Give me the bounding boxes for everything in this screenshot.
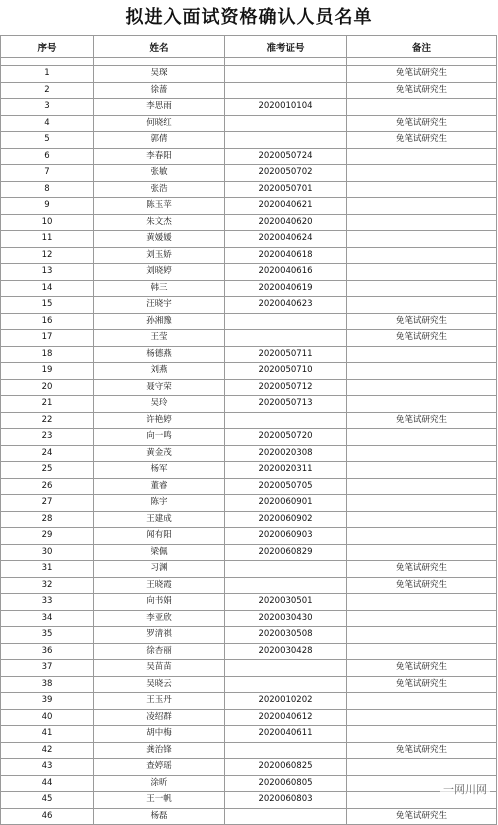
cell-exam-id: 2020050724: [225, 148, 347, 165]
table-row: [1, 429, 497, 446]
cell-name: 查婷瑶: [94, 759, 225, 776]
table-row: [1, 297, 497, 314]
cell-name: 向一鸣: [94, 429, 225, 446]
cell-note: 免笔试研究生: [347, 660, 497, 677]
cell-index: 33: [1, 594, 94, 611]
cell-name: 徐杏丽: [94, 643, 225, 660]
cell-name: 杨德燕: [94, 346, 225, 363]
table-row: [1, 313, 497, 330]
cell-exam-id: [225, 742, 347, 759]
cell-exam-id: 2020060805: [225, 775, 347, 792]
cell-index: 41: [1, 726, 94, 743]
header-exam-id: 准考证号: [225, 36, 347, 58]
cell-note: [347, 709, 497, 726]
cell-note: 免笔试研究生: [347, 330, 497, 347]
table-row: [1, 82, 497, 99]
cell-exam-id: 2020030430: [225, 610, 347, 627]
cell-note: [347, 264, 497, 281]
cell-note: [347, 247, 497, 264]
blank-cell: [347, 58, 497, 66]
cell-note: [347, 643, 497, 660]
cell-index: 24: [1, 445, 94, 462]
cell-exam-id: 2020040624: [225, 231, 347, 248]
cell-index: 15: [1, 297, 94, 314]
table-row: [1, 643, 497, 660]
cell-index: 7: [1, 165, 94, 182]
cell-note: 免笔试研究生: [347, 82, 497, 99]
table-row: [1, 231, 497, 248]
cell-exam-id: [225, 660, 347, 677]
cell-name: 吴琛: [94, 66, 225, 83]
watermark: 一网川网: [440, 780, 490, 798]
cell-index: 26: [1, 478, 94, 495]
cell-index: 37: [1, 660, 94, 677]
table-row: [1, 709, 497, 726]
table-row: [1, 165, 497, 182]
cell-index: 10: [1, 214, 94, 231]
cell-exam-id: 2020040620: [225, 214, 347, 231]
cell-note: [347, 511, 497, 528]
cell-exam-id: 2020060825: [225, 759, 347, 776]
cell-note: [347, 445, 497, 462]
cell-name: 涂昕: [94, 775, 225, 792]
cell-name: 许艳婷: [94, 412, 225, 429]
cell-note: [347, 528, 497, 545]
cell-index: 13: [1, 264, 94, 281]
cell-exam-id: 2020020308: [225, 445, 347, 462]
cell-name: 陈玉苹: [94, 198, 225, 215]
cell-index: 9: [1, 198, 94, 215]
cell-index: 17: [1, 330, 94, 347]
cell-index: 28: [1, 511, 94, 528]
cell-note: [347, 693, 497, 710]
cell-exam-id: 2020040623: [225, 297, 347, 314]
cell-index: 40: [1, 709, 94, 726]
cell-name: 杨磊: [94, 808, 225, 825]
cell-index: 42: [1, 742, 94, 759]
cell-exam-id: 2020040611: [225, 726, 347, 743]
table-row: [1, 198, 497, 215]
cell-name: 徐蔷: [94, 82, 225, 99]
cell-index: 2: [1, 82, 94, 99]
cell-index: 45: [1, 792, 94, 809]
table-row: [1, 379, 497, 396]
cell-index: 11: [1, 231, 94, 248]
cell-name: 习渊: [94, 561, 225, 578]
cell-name: 罗清祺: [94, 627, 225, 644]
cell-note: [347, 429, 497, 446]
cell-note: [347, 148, 497, 165]
table-row: [1, 363, 497, 380]
cell-name: 刘晓婷: [94, 264, 225, 281]
cell-name: 李春阳: [94, 148, 225, 165]
cell-name: 李思雨: [94, 99, 225, 116]
table-row: [1, 528, 497, 545]
cell-name: 孙湘豫: [94, 313, 225, 330]
cell-note: [347, 297, 497, 314]
blank-row: [1, 58, 497, 66]
cell-index: 30: [1, 544, 94, 561]
cell-note: 免笔试研究生: [347, 561, 497, 578]
cell-exam-id: 2020010202: [225, 693, 347, 710]
cell-index: 29: [1, 528, 94, 545]
cell-note: 免笔试研究生: [347, 577, 497, 594]
cell-name: 刘玉娇: [94, 247, 225, 264]
cell-index: 4: [1, 115, 94, 132]
cell-note: 免笔试研究生: [347, 66, 497, 83]
cell-exam-id: 2020010104: [225, 99, 347, 116]
cell-note: [347, 198, 497, 215]
cell-index: 36: [1, 643, 94, 660]
cell-exam-id: 2020040616: [225, 264, 347, 281]
cell-index: 3: [1, 99, 94, 116]
table-row: [1, 148, 497, 165]
cell-exam-id: 2020030501: [225, 594, 347, 611]
table-row: [1, 775, 497, 792]
cell-note: 免笔试研究生: [347, 808, 497, 825]
cell-note: [347, 478, 497, 495]
cell-note: [347, 363, 497, 380]
table-row: [1, 66, 497, 83]
blank-cell: [94, 58, 225, 66]
cell-index: 16: [1, 313, 94, 330]
cell-name: 张浩: [94, 181, 225, 198]
cell-index: 19: [1, 363, 94, 380]
table-row: [1, 462, 497, 479]
cell-name: 朱文杰: [94, 214, 225, 231]
cell-exam-id: [225, 82, 347, 99]
cell-name: 吴玲: [94, 396, 225, 413]
cell-index: 14: [1, 280, 94, 297]
cell-exam-id: [225, 808, 347, 825]
cell-exam-id: 2020040619: [225, 280, 347, 297]
cell-index: 39: [1, 693, 94, 710]
blank-cell: [225, 58, 347, 66]
table-row: [1, 99, 497, 116]
cell-name: 张敏: [94, 165, 225, 182]
table-row: [1, 264, 497, 281]
cell-note: [347, 280, 497, 297]
table-row: [1, 330, 497, 347]
table-row: [1, 445, 497, 462]
cell-exam-id: 2020050713: [225, 396, 347, 413]
table-row: [1, 660, 497, 677]
cell-note: [347, 594, 497, 611]
table-row: [1, 280, 497, 297]
cell-index: 35: [1, 627, 94, 644]
cell-exam-id: 2020060803: [225, 792, 347, 809]
cell-exam-id: [225, 561, 347, 578]
cell-index: 18: [1, 346, 94, 363]
cell-exam-id: 2020060901: [225, 495, 347, 512]
cell-exam-id: 2020050702: [225, 165, 347, 182]
cell-name: 聂守荣: [94, 379, 225, 396]
cell-name: 杨军: [94, 462, 225, 479]
cell-index: 38: [1, 676, 94, 693]
cell-note: [347, 627, 497, 644]
blank-cell: [1, 58, 94, 66]
cell-name: 梁佩: [94, 544, 225, 561]
table-row: [1, 742, 497, 759]
cell-name: 王玉丹: [94, 693, 225, 710]
cell-index: 31: [1, 561, 94, 578]
cell-exam-id: 2020050720: [225, 429, 347, 446]
cell-note: [347, 214, 497, 231]
cell-name: 王晓霞: [94, 577, 225, 594]
cell-index: 44: [1, 775, 94, 792]
cell-index: 20: [1, 379, 94, 396]
cell-name: 王莹: [94, 330, 225, 347]
header-name: 姓名: [94, 36, 225, 58]
cell-name: 胡中梅: [94, 726, 225, 743]
cell-note: [347, 181, 497, 198]
cell-exam-id: [225, 66, 347, 83]
cell-note: [347, 759, 497, 776]
cell-index: 22: [1, 412, 94, 429]
cell-exam-id: 2020030508: [225, 627, 347, 644]
cell-exam-id: [225, 132, 347, 149]
cell-index: 5: [1, 132, 94, 149]
table-row: [1, 693, 497, 710]
cell-name: 凌绍群: [94, 709, 225, 726]
header-note: 备注: [347, 36, 497, 58]
cell-index: 8: [1, 181, 94, 198]
cell-name: 吴苗苗: [94, 660, 225, 677]
cell-exam-id: [225, 330, 347, 347]
cell-note: [347, 462, 497, 479]
cell-exam-id: [225, 676, 347, 693]
table-row: [1, 610, 497, 627]
cell-name: 李亚欣: [94, 610, 225, 627]
table-row: [1, 594, 497, 611]
cell-name: 吴晓云: [94, 676, 225, 693]
cell-note: 免笔试研究生: [347, 115, 497, 132]
cell-exam-id: 2020050710: [225, 363, 347, 380]
cell-note: [347, 610, 497, 627]
table-row: [1, 412, 497, 429]
cell-exam-id: [225, 115, 347, 132]
cell-index: 21: [1, 396, 94, 413]
cell-note: [347, 726, 497, 743]
cell-index: 25: [1, 462, 94, 479]
table-row: [1, 627, 497, 644]
table-row: [1, 478, 497, 495]
table-row: [1, 676, 497, 693]
cell-name: 陈宇: [94, 495, 225, 512]
cell-exam-id: 2020020311: [225, 462, 347, 479]
cell-index: 23: [1, 429, 94, 446]
cell-index: 46: [1, 808, 94, 825]
cell-note: [347, 346, 497, 363]
table-header-row: [1, 36, 497, 58]
cell-index: 32: [1, 577, 94, 594]
table-body: [1, 58, 497, 825]
cell-exam-id: 2020040621: [225, 198, 347, 215]
document-title: 拟进入面试资格确认人员名单: [125, 7, 373, 28]
cell-name: 何晓红: [94, 115, 225, 132]
cell-index: 12: [1, 247, 94, 264]
cell-exam-id: 2020050712: [225, 379, 347, 396]
cell-name: 韩三: [94, 280, 225, 297]
cell-exam-id: 2020050705: [225, 478, 347, 495]
table-row: [1, 115, 497, 132]
cell-note: 免笔试研究生: [347, 742, 497, 759]
cell-index: 27: [1, 495, 94, 512]
cell-note: [347, 379, 497, 396]
cell-name: 王一帆: [94, 792, 225, 809]
cell-name: 董睿: [94, 478, 225, 495]
candidate-table: [0, 35, 497, 825]
cell-exam-id: [225, 577, 347, 594]
table-row: [1, 511, 497, 528]
cell-exam-id: 2020060829: [225, 544, 347, 561]
cell-index: 6: [1, 148, 94, 165]
cell-exam-id: 2020030428: [225, 643, 347, 660]
cell-index: 1: [1, 66, 94, 83]
cell-exam-id: 2020050701: [225, 181, 347, 198]
table-row: [1, 495, 497, 512]
table-row: [1, 561, 497, 578]
cell-exam-id: 2020040612: [225, 709, 347, 726]
table-row: [1, 726, 497, 743]
cell-note: [347, 396, 497, 413]
table-row: [1, 544, 497, 561]
table-row: [1, 808, 497, 825]
cell-name: 黄媛媛: [94, 231, 225, 248]
cell-name: 黄金茂: [94, 445, 225, 462]
cell-name: 刘燕: [94, 363, 225, 380]
cell-note: [347, 231, 497, 248]
cell-exam-id: 2020060902: [225, 511, 347, 528]
table-row: [1, 396, 497, 413]
cell-name: 向书娟: [94, 594, 225, 611]
cell-exam-id: 2020050711: [225, 346, 347, 363]
cell-note: [347, 165, 497, 182]
cell-note: 免笔试研究生: [347, 676, 497, 693]
cell-note: 免笔试研究生: [347, 313, 497, 330]
cell-exam-id: [225, 412, 347, 429]
cell-note: 免笔试研究生: [347, 412, 497, 429]
cell-name: 汪晓宇: [94, 297, 225, 314]
cell-index: 43: [1, 759, 94, 776]
cell-note: 免笔试研究生: [347, 132, 497, 149]
table-row: [1, 759, 497, 776]
cell-note: [347, 544, 497, 561]
cell-name: 闻有阳: [94, 528, 225, 545]
cell-index: 34: [1, 610, 94, 627]
table-row: [1, 181, 497, 198]
table-row: [1, 214, 497, 231]
cell-name: 郭倩: [94, 132, 225, 149]
cell-exam-id: [225, 313, 347, 330]
cell-name: 王建成: [94, 511, 225, 528]
cell-name: 龚治锋: [94, 742, 225, 759]
table-row: [1, 247, 497, 264]
cell-note: [347, 99, 497, 116]
table-row: [1, 132, 497, 149]
header-index: 序号: [1, 36, 94, 58]
cell-exam-id: 2020060903: [225, 528, 347, 545]
cell-exam-id: 2020040618: [225, 247, 347, 264]
cell-note: [347, 495, 497, 512]
table-row: [1, 346, 497, 363]
table-row: [1, 577, 497, 594]
